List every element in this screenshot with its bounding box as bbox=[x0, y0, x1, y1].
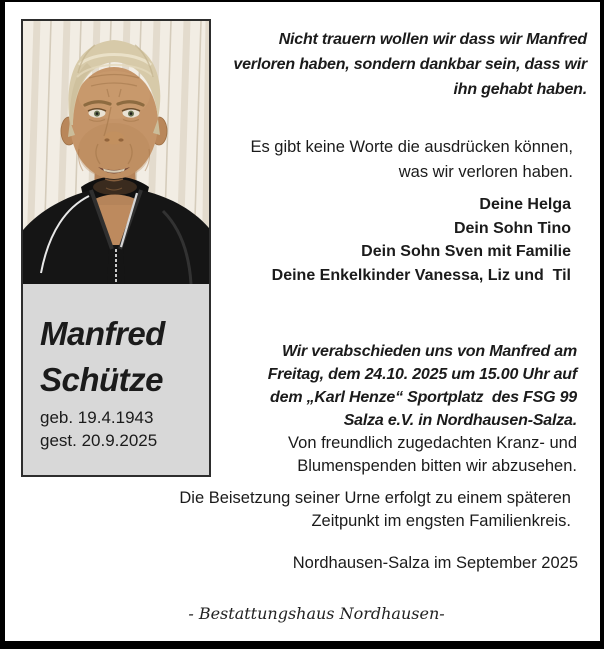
dateline-text: Nordhausen-Salza im September 2025 bbox=[292, 554, 578, 572]
farewell-announcement bbox=[268, 340, 577, 478]
farewell-line-5: Von freundlich zugedachten Kranz- und bbox=[288, 434, 577, 452]
condolence-line-2: was wir verloren haben. bbox=[398, 163, 573, 181]
memorial-quote-line-2: verloren haben, sondern dankbar sein, dass wir bbox=[233, 56, 587, 73]
funeral-home-signature: - Bestattungshaus Nordhausen- bbox=[188, 604, 445, 623]
deceased-last-name: Schütze bbox=[40, 361, 164, 398]
birth-date: geb. 19.4.1943 bbox=[40, 408, 154, 427]
burial-line-2: Zeitpunkt im engsten Familienkreis. bbox=[311, 512, 571, 530]
death-date: gest. 20.9.2025 bbox=[40, 431, 158, 450]
farewell-line-4: Salza e.V. in Nordhausen-Salza. bbox=[343, 412, 577, 429]
farewell-line-3: dem „Karl Henze“ Sportplatz des FSG 99 bbox=[270, 389, 577, 406]
deceased-first-name: Manfred bbox=[40, 315, 165, 352]
mourners-list bbox=[272, 193, 571, 287]
farewell-line-1: Wir verabschieden uns von Manfred am bbox=[282, 343, 577, 360]
mourner-line-4: Deine Enkelkinder Vanessa, Liz und Til bbox=[271, 266, 571, 284]
name-panel bbox=[23, 284, 209, 452]
farewell-line-2: Freitag, dem 24.10. 2025 um 15.00 Uhr auf bbox=[267, 366, 577, 383]
burial-line-1: Die Beisetzung seiner Urne erfolgt zu einem späteren bbox=[179, 489, 571, 507]
life-dates bbox=[40, 406, 203, 452]
memorial-quote bbox=[233, 27, 587, 102]
memorial-quote-line-3: ihn gehabt haben. bbox=[453, 81, 587, 98]
portrait-photo bbox=[23, 21, 209, 284]
farewell-line-6: Blumenspenden bitten wir abzusehen. bbox=[297, 457, 577, 475]
burial-note bbox=[179, 487, 571, 533]
condolence-line-1: Es gibt keine Worte die ausdrücken können, bbox=[250, 138, 573, 156]
memorial-quote-line-1: Nicht trauern wollen wir dass wir Manfred bbox=[278, 31, 587, 48]
mourner-line-3: Dein Sohn Sven mit Familie bbox=[361, 243, 571, 260]
photo-panel bbox=[21, 19, 211, 477]
condolence-text bbox=[250, 135, 573, 185]
mourner-line-2: Dein Sohn Tino bbox=[453, 219, 571, 237]
dateline bbox=[293, 552, 578, 575]
mourner-line-1: Deine Helga bbox=[479, 196, 571, 213]
